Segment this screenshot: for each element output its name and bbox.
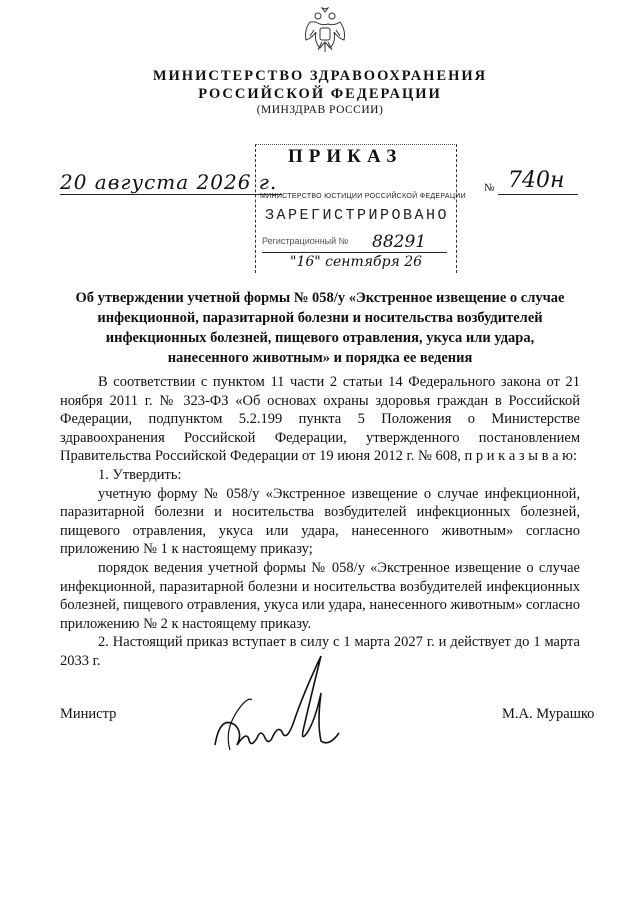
handwritten-signature [200,650,400,760]
stamp-registered-label: ЗАРЕГИСТРИРОВАНО [265,207,450,224]
order-number-underline [498,194,578,195]
body-paragraph: учетную форму № 058/у «Экстренное извещение о случае инфекционной, паразитарной болезни и носительства возбудителей инфекционных болезней, пищевого отравления, укуса или удара, нанесенного животным» согласно приложению № 1 к настоящему приказу; [60,485,580,558]
ministry-name-line2: РОССИЙСКОЙ ФЕДЕРАЦИИ [198,86,442,102]
document-type: ПРИКАЗ [288,146,403,167]
order-number-sign: № [484,182,495,194]
stamp-reg-date: "16" сентября 26 [290,254,423,270]
order-title: Об утверждении учетной формы № 058/у «Экстренное извещение о случае инфекционной, паразитарной болезни и носительства возбудителей инфекционных болезней, пищевого отравления, укуса или удара, нанесенного животным» и порядка ее ведения [75,290,565,366]
order-date-underline [60,194,282,195]
stamp-organization: МИНИСТЕРСТВО ЮСТИЦИИ РОССИЙСКОЙ ФЕДЕРАЦИИ [260,193,466,200]
body-paragraph: В соответствии с пунктом 11 части 2 статьи 14 Федерального закона от 21 ноября 2011 г. № 323-ФЗ «Об основах охраны здоровья граждан в Российской Федерации, подпунктом 5.2.199 пункта 5 Положения о Министерстве здравоохранения Российской Федерации, утвержденного постановлением Правительства Российской Федерации от 19 июня 2012 г. № 608, п р и к а з ы в а ю: [60,374,580,465]
body-paragraph: 2. Настоящий приказ вступает в силу с 1 марта 2027 г. и действует до 1 марта 2033 г. [60,634,580,669]
signatory-name: М.А. Мурашко [502,706,595,722]
order-body [60,373,580,671]
signatory-position: Министр [60,706,117,722]
order-date: 20 августа 2026 г. [60,170,278,194]
reg-number-underline [262,252,447,253]
stamp-reg-number-label: Регистрационный № [262,236,349,246]
order-number: 740н [508,168,565,193]
body-paragraph: 1. Утвердить: [98,466,182,483]
body-paragraph: порядок ведения учетной формы № 058/у «Экстренное извещение о случае инфекционной, паразитарной болезни и носительства возбудителей инфекционных болезней, пищевого отравления, укуса или удара, нанесенного животным» согласно приложению № 2 к настоящему приказу. [60,559,580,632]
ministry-name-line1: МИНИСТЕРСТВО ЗДРАВООХРАНЕНИЯ [152,68,488,84]
ministry-abbreviation: (МИНЗДРАВ РОССИИ) [256,104,384,116]
stamp-reg-number: 88291 [372,232,427,252]
coat-of-arms-icon [302,6,348,56]
